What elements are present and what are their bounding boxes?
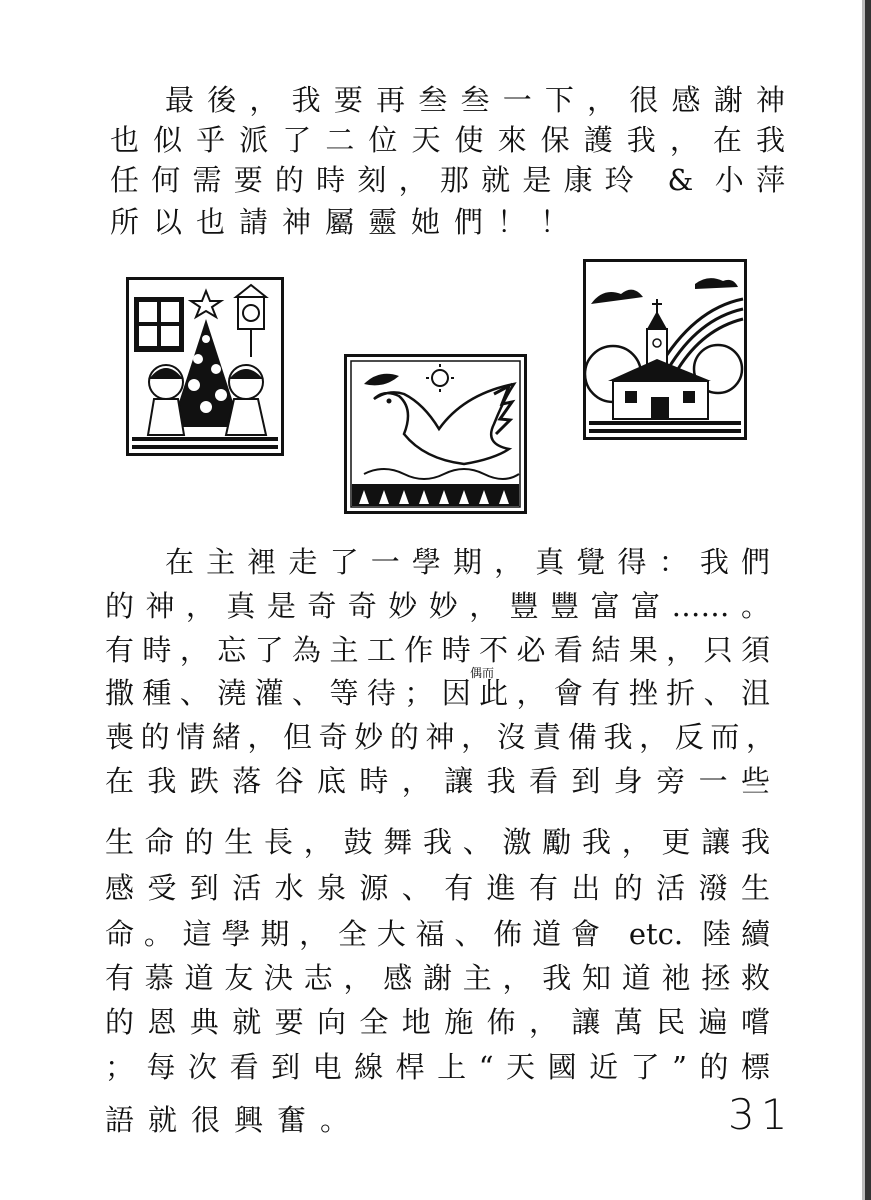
- text-line: 也似乎派了二位天使來保護我，在我: [110, 123, 785, 157]
- christmas-children-illustration: [126, 277, 284, 457]
- text-line: ；每次看到电線桿上“天國近了”的標: [105, 1050, 770, 1084]
- text-line: 在我跌落谷底時，讓我看到身旁一些: [105, 764, 770, 798]
- text-line: 最後，我要再叁叁一下，很感謝神: [165, 83, 785, 117]
- page-number: 31: [728, 1090, 794, 1139]
- text-line: 有慕道友決志，感謝主，我知道祂拯救: [105, 961, 770, 995]
- text-line: 喪的情緒，但奇妙的神，沒責備我，反而，: [105, 720, 775, 754]
- text-line: 任何需要的時刻，那就是康玲 & 小萍: [110, 163, 785, 197]
- text-line: 所以也請神屬靈她們！！: [110, 205, 584, 239]
- scan-edge: [865, 0, 871, 1200]
- text-line: 的恩典就要向全地施佈，讓萬民遍嚐: [105, 1005, 770, 1039]
- text-line: 生命的生長，鼓舞我、激勵我，更讓我: [105, 825, 770, 859]
- text-line: 命。這學期，全大福、佈道會 etc. 陸續: [105, 917, 770, 951]
- text-line: 撒種、澆灌、等待；因此，會有挫折、沮: [105, 676, 770, 710]
- text-line: 的神，真是奇奇妙妙，豐豐富富……。: [105, 589, 770, 623]
- text-line: 有時，忘了為主工作時不必看結果，只須: [105, 633, 770, 667]
- text-line: 在主裡走了一學期，真覺得：我們: [165, 545, 770, 579]
- insertion-note: 偶而: [470, 666, 495, 680]
- church-rainbow-illustration: [583, 259, 747, 440]
- dove-illustration: [344, 354, 527, 514]
- scan-edge-shadow: [862, 0, 865, 1200]
- text-line: 感受到活水泉源、有進有出的活潑生: [105, 871, 770, 905]
- text-line: 語就很興奮。: [105, 1103, 364, 1137]
